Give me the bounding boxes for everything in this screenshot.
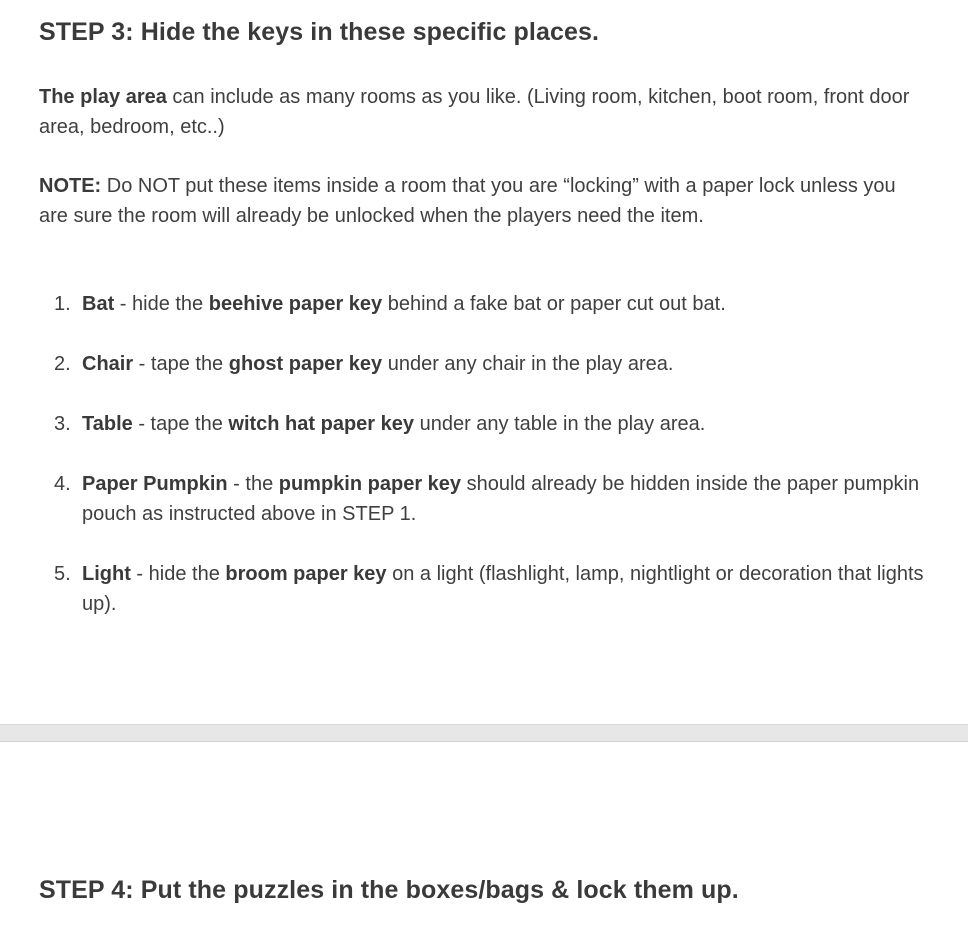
list-item xyxy=(54,350,924,380)
list-item-place: Table xyxy=(82,413,133,435)
list-item-key: pumpkin paper key xyxy=(278,473,462,495)
note-bold-lead: NOTE: xyxy=(39,175,102,197)
list-item-place: Paper Pumpkin xyxy=(82,473,228,495)
list-item-key: ghost paper key xyxy=(228,353,383,375)
list-item xyxy=(54,410,924,440)
list-item xyxy=(54,560,924,619)
list-item-text xyxy=(82,560,924,619)
list-item-text xyxy=(82,470,924,529)
list-item-connector: - hide the xyxy=(114,293,209,315)
list-item xyxy=(54,290,924,320)
list-item-key: witch hat paper key xyxy=(228,413,415,435)
list-item xyxy=(54,470,924,529)
list-item-instruction: under any table in the play area. xyxy=(414,413,706,435)
step4-heading: STEP 4: Put the puzzles in the boxes/bags & lock them up. xyxy=(39,876,739,904)
list-item-text xyxy=(82,290,924,320)
play-area-text: can include as many rooms as you like. (Living room, kitchen, boot room, front door area, bedroom, etc..) xyxy=(39,86,910,138)
list-item-key: beehive paper key xyxy=(208,293,383,315)
list-item-key: broom paper key xyxy=(225,563,387,585)
play-area-bold-lead: The play area xyxy=(39,86,167,108)
note-text: Do NOT put these items inside a room that you are “locking” with a paper lock unless you are sure the room will already be unlocked when the players need the item. xyxy=(39,175,896,227)
list-item-text xyxy=(82,350,924,380)
note-paragraph xyxy=(39,172,919,231)
list-item-connector: - tape the xyxy=(133,353,229,375)
list-item-number: 4. xyxy=(54,473,71,495)
list-item-number: 3. xyxy=(54,413,71,435)
list-item-connector: - the xyxy=(227,473,279,495)
list-item-instruction: behind a fake bat or paper cut out bat. xyxy=(382,293,726,315)
list-item-connector: - hide the xyxy=(130,563,226,585)
section-divider xyxy=(0,724,968,742)
step3-heading: STEP 3: Hide the keys in these specific places. xyxy=(39,18,600,46)
list-item-text xyxy=(82,410,924,440)
list-item-place: Chair xyxy=(82,353,134,375)
list-item-number: 1. xyxy=(54,293,71,315)
play-area-paragraph xyxy=(39,83,919,142)
list-item-place: Light xyxy=(82,563,131,585)
list-item-number: 2. xyxy=(54,353,71,375)
list-item-connector: - tape the xyxy=(132,413,229,435)
list-item-instruction: under any chair in the play area. xyxy=(382,353,674,375)
list-item-instruction: should already be hidden inside the paper pumpkin pouch as instructed above in STEP 1. xyxy=(82,473,920,525)
list-item-place: Bat xyxy=(82,293,115,315)
list-item-number: 5. xyxy=(54,563,71,585)
list-item-instruction: on a light (flashlight, lamp, nightlight or decoration that lights up). xyxy=(82,563,924,615)
